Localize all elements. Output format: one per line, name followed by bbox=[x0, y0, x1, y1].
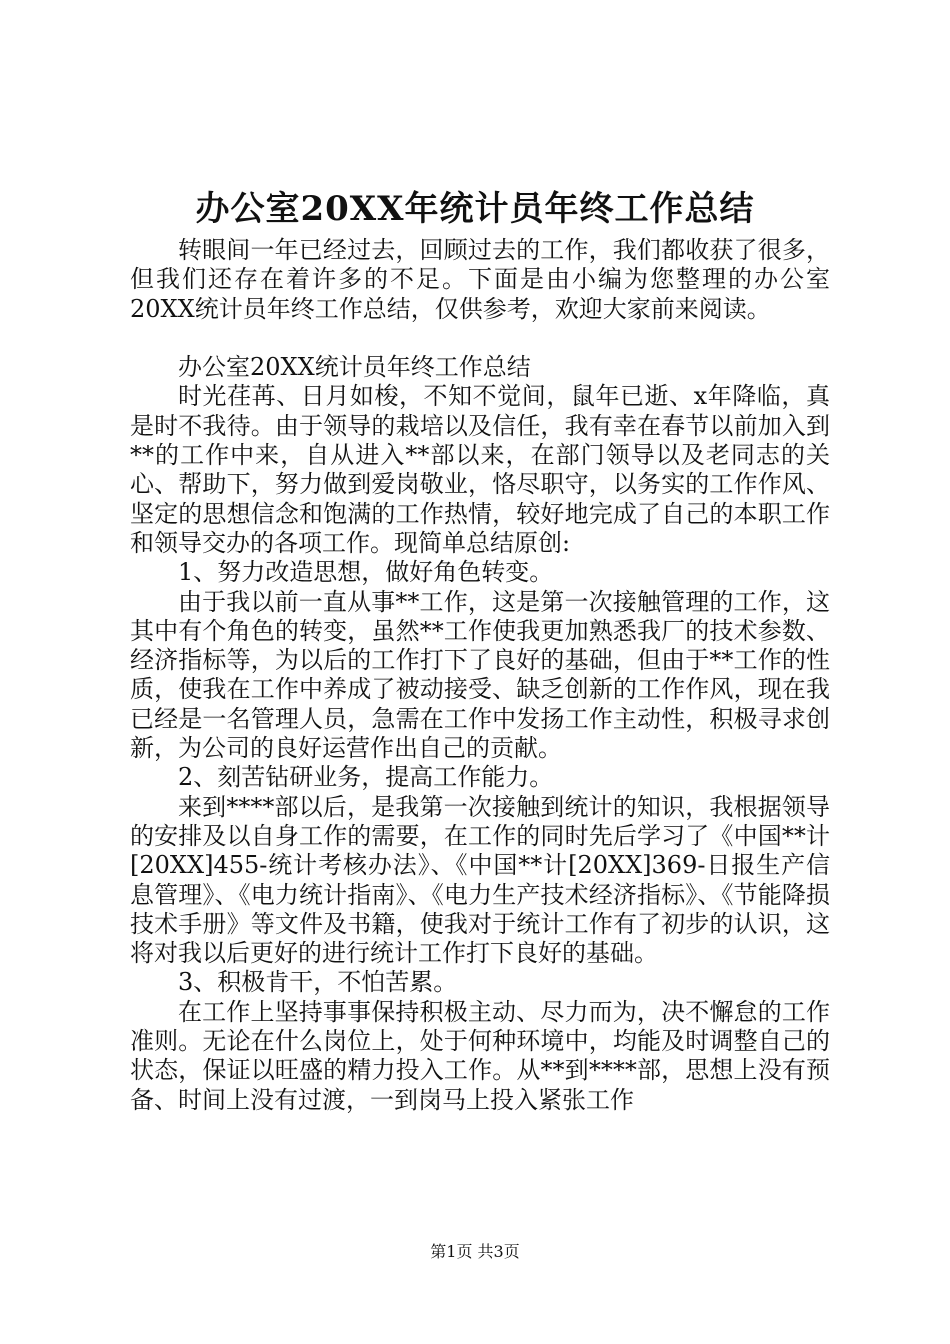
heading-1: 1、努力改造思想，做好角色转变。 bbox=[178, 558, 554, 587]
document-body bbox=[130, 236, 830, 1115]
document-title: 办公室20XX年统计员年终工作总结 bbox=[195, 189, 755, 229]
page-number-footer: 第1页 共3页 bbox=[430, 1242, 520, 1261]
paragraph-2: 来到****部以后，是我第一次接触到统计的知识，我根据领导的安排及以自身工作的需要，在工作的同时先后学习了《中国**计[20XX]455-统计考核办法》、《中国**计[20XX]369-日报生产信息管理》、《电力统计指南》、《电力生产技术经济指标》、《节能降损技术手册》等文件及书籍，使我对于统计工作有了初步的认识，这将对我以后更好的进行统计工作打下良好的基础。 bbox=[130, 792, 830, 968]
heading-3: 3、积极肯干，不怕苦累。 bbox=[178, 968, 458, 997]
intro-paragraph: 转眼间一年已经过去，回顾过去的工作，我们都收获了很多，但我们还存在着许多的不足。下面是由小编为您整理的办公室20XX统计员年终工作总结，仅供参考，欢迎大家前来阅读。 bbox=[130, 236, 830, 323]
opening-paragraph: 时光荏苒、日月如梭，不知不觉间，鼠年已逝、x年降临，真是时不我待。由于领导的栽培以及信任，我有幸在春节以前加入到**的工作中来，自从进入**部以来，在部门领导以及老同志的关心、帮助下，努力做到爱岗敬业，恪尽职守，以务实的工作作风、坚定的思想信念和饱满的工作热情，较好地完成了自己的本职工作和领导交办的各项工作。现简单总结原创: bbox=[130, 382, 830, 557]
heading-2: 2、刻苦钻研业务，提高工作能力。 bbox=[178, 763, 554, 792]
paragraph-1: 由于我以前一直从事**工作，这是第一次接触管理的工作，这其中有个角色的转变，虽然**工作使我更加熟悉我厂的技术参数、经济指标等，为以后的工作打下了良好的基础，但由于**工作的性质，使我在工作中养成了被动接受、缺乏创新的工作作风，现在我已经是一名管理人员，急需在工作中发扬工作主动性，积极寻求创新，为公司的良好运营作出自己的贡献。 bbox=[130, 587, 830, 763]
paragraph-3: 在工作上坚持事事保持积极主动、尽力而为，决不懈怠的工作准则。无论在什么岗位上，处于何种环境中，均能及时调整自己的状态，保证以旺盛的精力投入工作。从**到****部，思想上没有预备、时间上没有过渡，一到岗马上投入紧张工作 bbox=[130, 997, 830, 1114]
section-subtitle: 办公室20XX统计员年终工作总结 bbox=[178, 353, 531, 382]
blank-line bbox=[130, 324, 830, 353]
